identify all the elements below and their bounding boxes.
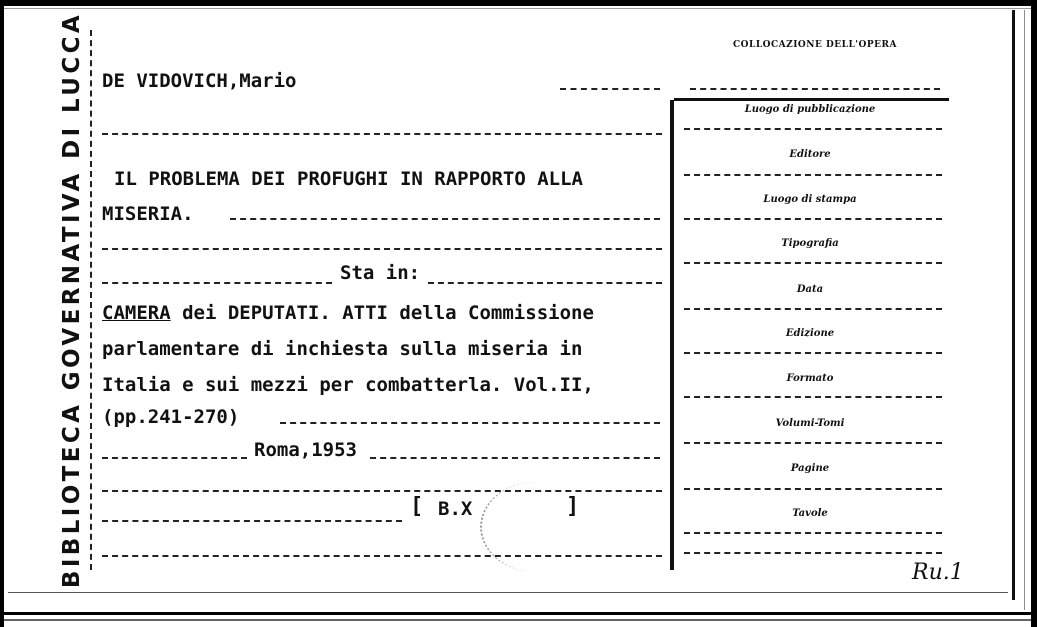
blank-dash-1 [102,133,662,135]
scan-edge-top [0,0,1037,6]
title-dash [230,218,660,220]
source-publisher: CAMERA [102,302,171,324]
left-margin-rule [90,30,94,570]
handwritten-note: Ru.1 [912,560,964,585]
shelfmark-open: [ [410,494,424,519]
field-publisher: Editore [789,149,831,160]
field-place-of-publication: Luogo di pubblicazione [744,104,876,115]
shelfmark-close: ] [566,494,580,519]
imprint-dash-right [370,457,660,459]
collocation-dash [690,88,940,90]
field-date: Data [796,284,824,295]
scan-edge-bottom-inner [0,619,1037,621]
scan-edge-top-inner [0,8,1037,9]
field-dash-3 [684,262,942,264]
source-line-1 [102,302,594,324]
field-dash-0 [684,128,942,130]
panel-divider [670,100,674,570]
imprint-dash-left [102,457,247,459]
field-dash-10 [684,552,942,554]
source-line-3: Italia e sui mezzi per combatterla. Vol.II, [102,374,594,396]
field-place-of-printing: Luogo di stampa [763,194,857,205]
scan-edge-left [0,0,4,627]
blank-dash-2 [102,248,662,250]
field-dash-1 [684,174,942,176]
bottom-rule [8,592,1008,593]
source-line-4: (pp.241-270) [102,406,240,428]
shelfmark: B.X [438,498,473,520]
field-dash-2 [684,218,942,220]
field-dash-6 [684,396,942,398]
library-name: BIBLIOTECA GOVERNATIVA DI LUCCA [59,11,85,589]
faded-stamp [480,482,592,572]
imprint: Roma,1953 [254,439,357,461]
scan-edge-right-inner [1012,10,1015,600]
field-pages: Pagine [790,463,830,474]
shelfmark-dash [102,520,402,522]
field-volumes: Volumi-Tomi [775,418,845,429]
collocation-heading: COLLOCAZIONE DELL'OPERA [733,40,897,50]
sta-in-dash-left [102,282,332,284]
field-dash-4 [684,308,942,310]
author: DE VIDOVICH,Mario [102,70,297,92]
source-line-2: parlamentare di inchiesta sulla miseria in [102,338,583,360]
field-dash-7 [684,442,942,444]
field-edition: Edizione [785,328,835,339]
field-dash-8 [684,488,942,490]
field-dash-9 [684,532,942,534]
source-dash [280,422,660,424]
title-line-2: MISERIA. [102,203,194,225]
panel-top-rule [674,98,949,101]
title-line-1: IL PROBLEMA DEI PROFUGHI IN RAPPORTO ALLA [114,168,583,190]
field-printer: Tipografia [781,238,839,249]
scan-edge-right [1031,0,1037,627]
field-dash-5 [684,352,942,354]
contained-in-label: Sta in: [340,262,421,284]
sta-in-dash-right [428,282,662,284]
scan-edge-bottom [0,612,1037,615]
field-plates: Tavole [792,508,828,519]
scan-edge-right-faint [1024,10,1025,610]
field-format: Formato [786,373,834,384]
blank-dash-4 [102,555,662,557]
source-line-1-rest: dei DEPUTATI. ATTI della Commissione [170,302,594,324]
author-dash [560,88,660,90]
